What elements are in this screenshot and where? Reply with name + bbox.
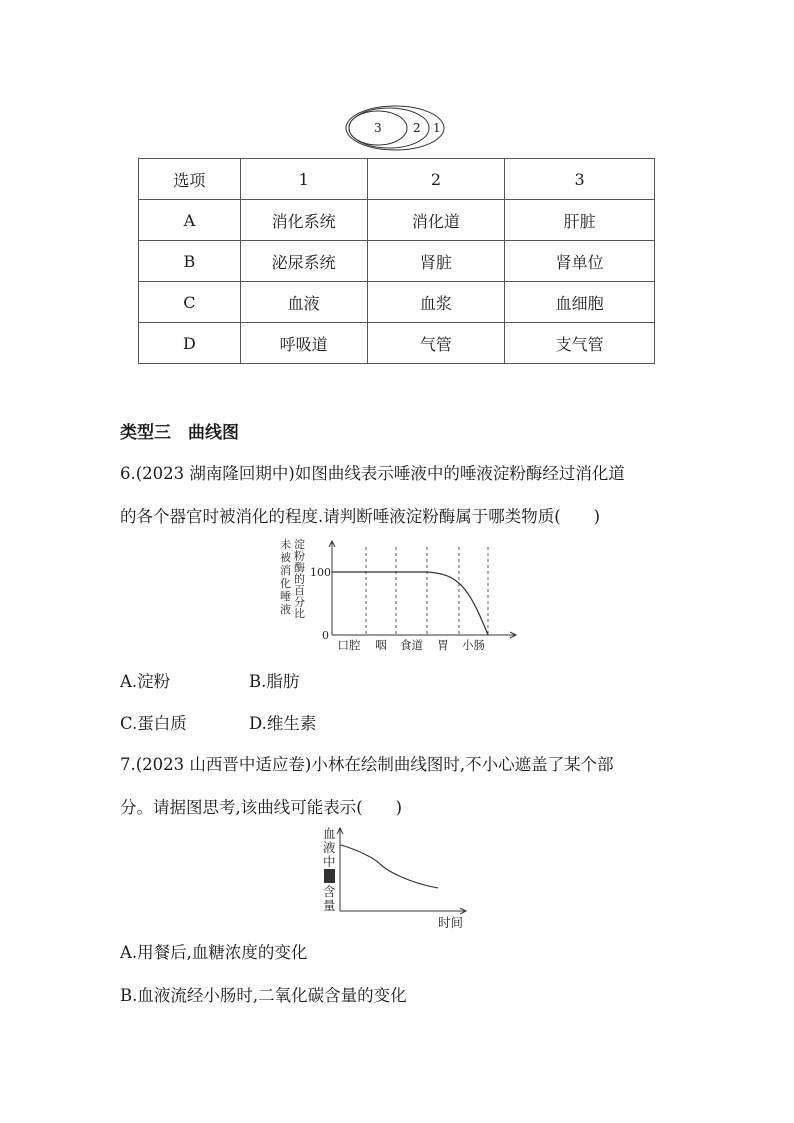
y-tick-label: 0 [322,629,329,642]
y-axis-label-char: 被 [280,551,291,564]
q7-text-line-2: 分。请据图思考,该曲线可能表示( ) [120,798,403,817]
q6-text-line-1: 6.(2023 湖南隆回期中)如图曲线表示唾液中的唾液淀粉酶经过消化道 [120,464,625,483]
q7-text-line-1: 7.(2023 山西晋中适应卷)小林在绘制曲线图时,不小心遮盖了某个部 [120,755,614,774]
y-axis-label-char: 消 [280,564,291,577]
table-cell: B [139,241,241,282]
table-cell: 肾单位 [505,241,655,282]
x-tick-label: 小肠 [462,638,485,652]
section-title: 类型三 曲线图 [120,423,239,443]
table-cell: 血液 [240,282,367,323]
table-cell: C [139,282,241,323]
y-axis-label-char: 的 [294,572,305,586]
covered-block [324,869,335,883]
y-axis-label-char: 液 [280,603,291,616]
table-cell: 血细胞 [505,282,655,323]
nested-ellipse-diagram [344,104,450,152]
table-cell: 肾脏 [367,241,505,282]
table-cell: 消化道 [367,200,505,241]
table-cell: 呼吸道 [240,323,367,364]
y-axis-label-char: 酶 [294,561,305,574]
ellipse-label-2: 2 [413,121,421,135]
options-table [138,158,655,364]
y-axis-label-char: 血 [323,826,336,841]
ellipse-label-1: 1 [433,121,441,135]
table-header-cell: 选项 [139,159,241,200]
y-axis-label-char: 唾 [280,590,291,603]
table-header-row [139,159,655,200]
y-tick-label: 100 [310,566,331,579]
x-tick-label: 口腔 [337,638,361,652]
table-cell: 肝脏 [505,200,655,241]
data-line [332,572,488,635]
q6-line-chart [270,535,520,657]
table-cell: A [139,200,241,241]
q7-option-b: B.血液流经小肠时,二氧化碳含量的变化 [120,986,407,1005]
table-header-cell: 1 [240,159,367,200]
y-axis-label-char: 百 [294,584,305,597]
x-tick-label: 咽 [375,638,387,652]
y-axis-label-char: 粉 [294,549,305,563]
table-cell: 血浆 [367,282,505,323]
table-row [139,323,655,364]
y-axis-label-char: 量 [323,898,336,913]
table-row [139,282,655,323]
data-line [340,845,438,888]
y-axis-label-char: 分 [294,595,305,609]
x-axis-label: 时间 [438,915,464,930]
y-axis-label-char: 含 [323,884,336,899]
y-axis-label-char: 液 [323,840,336,855]
table-row [139,241,655,282]
table-cell: 消化系统 [240,200,367,241]
table-cell: 泌尿系统 [240,241,367,282]
y-axis-label-char: 未 [280,538,291,551]
q7-option-a: A.用餐后,血糖浓度的变化 [120,943,308,962]
q6-option-a: A.淀粉 [120,672,171,691]
table-header-cell: 3 [505,159,655,200]
q6-text-line-2: 的各个器官时被消化的程度.请判断唾液淀粉酶属于哪类物质( ) [120,507,601,526]
table-cell: 气管 [367,323,505,364]
table-cell: D [139,323,241,364]
table-cell: 支气管 [505,323,655,364]
y-axis-label-char: 化 [280,577,291,590]
y-axis-label-char: 中 [323,854,336,869]
x-tick-label: 食道 [400,638,423,652]
q6-option-c: C.蛋白质 [120,714,187,733]
table-header-cell: 2 [367,159,505,200]
y-axis-label-char: 比 [294,607,305,620]
ellipse-label-3: 3 [374,121,382,135]
table-row [139,200,655,241]
y-axis-label-char: 淀 [294,538,305,551]
x-tick-label: 胃 [437,638,449,652]
q6-option-d: D.维生素 [249,714,317,733]
q6-option-b: B.脂肪 [249,672,300,691]
q7-line-chart [316,824,476,932]
